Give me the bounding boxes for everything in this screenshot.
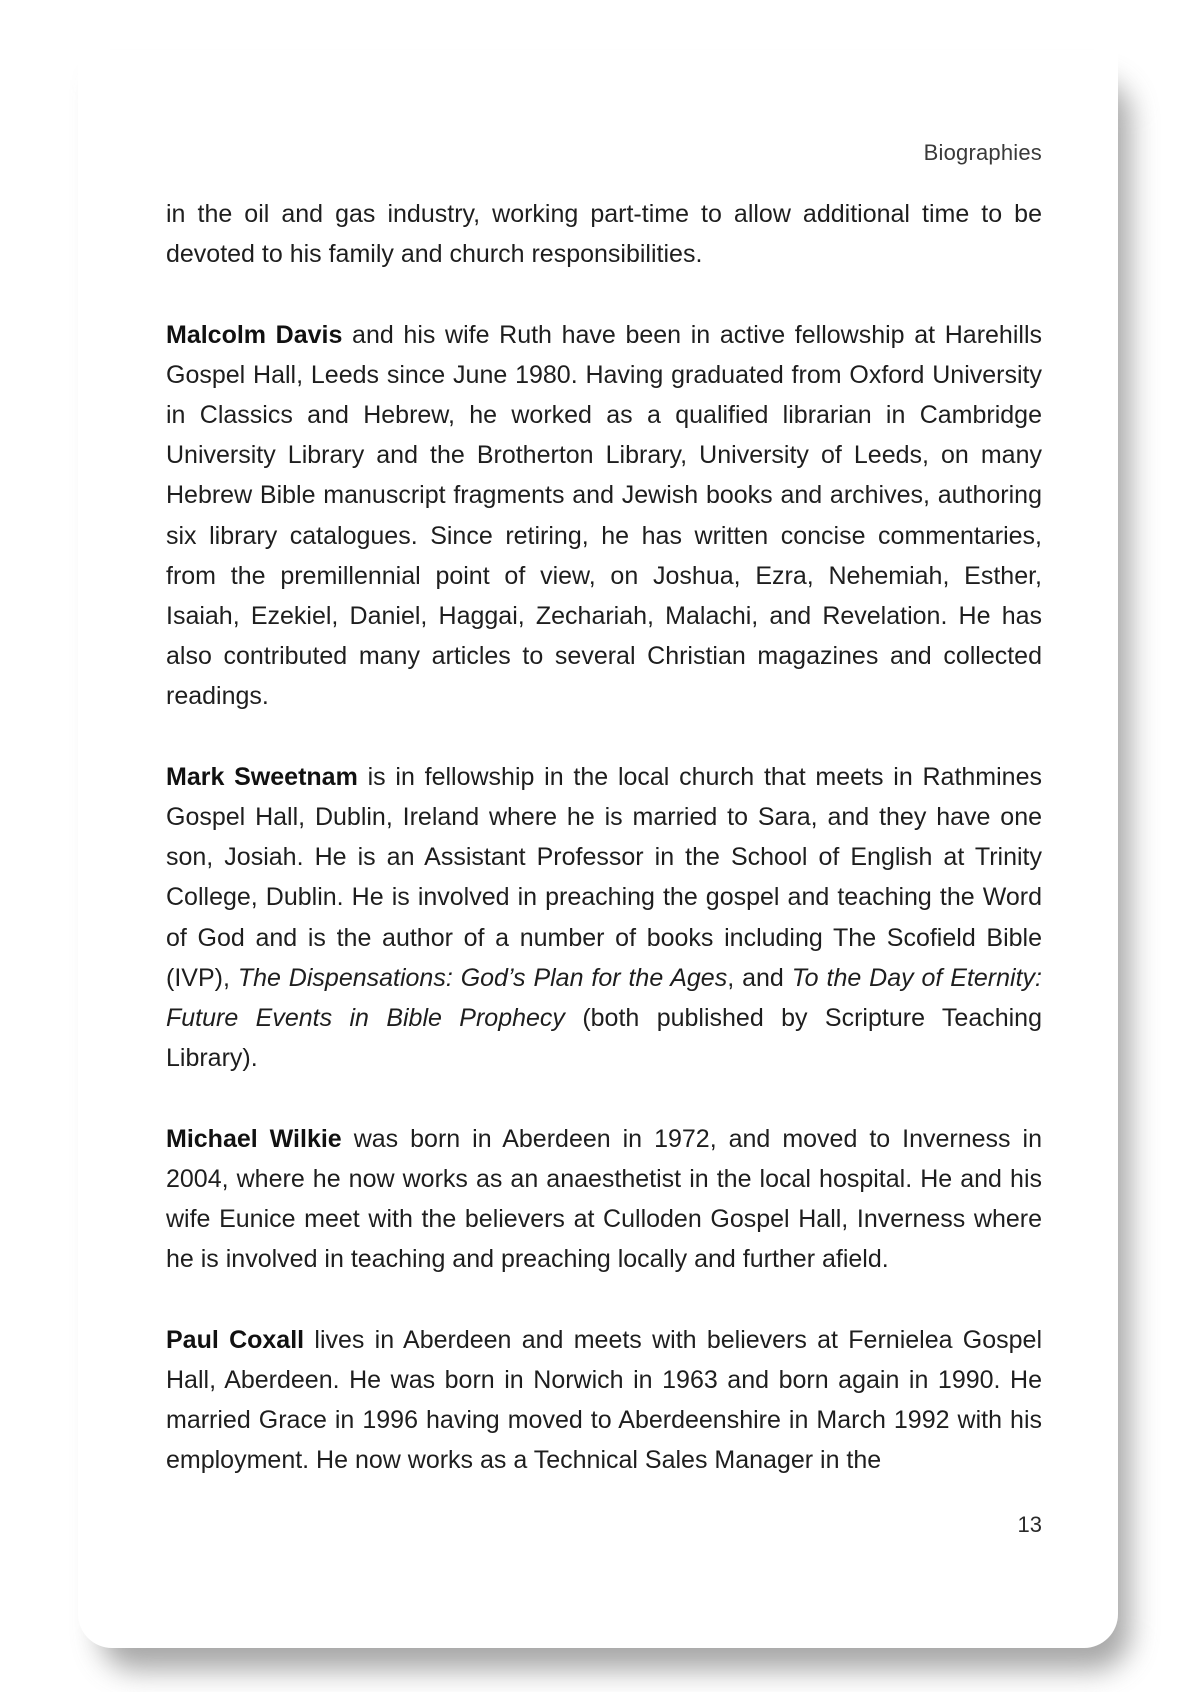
bio-text: , and (727, 963, 792, 992)
bio-paragraph-paul-coxall (166, 1320, 1042, 1481)
bio-text: was born in Aberdeen in 1972, and moved to Inverness in 2004, where he now works as an anaesthetist in the local hospital. He and his wife Eunice meet with the believers at Culloden Gospel Hall, Inverness where he is involved in teaching and preaching locally and further afield. (166, 1124, 1042, 1274)
bio-name: Paul Coxall (166, 1325, 305, 1354)
book-title: The Dispensations: God’s Plan for the Ages (237, 963, 728, 992)
bio-paragraph-mark-sweetnam (166, 757, 1042, 1079)
bio-name: Mark Sweetnam (166, 762, 358, 791)
page-body (166, 194, 1042, 1480)
running-head: Biographies (923, 140, 1042, 165)
page-number: 13 (1017, 1512, 1042, 1537)
bio-text: and his wife Ruth have been in active fellowship at Harehills Gospel Hall, Leeds since June 1980. Having graduated from Oxford University in Classics and Hebrew, he worked as a qualified librarian in Cambridge University Library and the Brotherton Library, University of Leeds, on many Hebrew Bible manuscript fragments and Jewish books and archives, authoring six library catalogues. Since retiring, he has written concise commentaries, from the premillennial point of view, on Joshua, Ezra, Nehemiah, Esther, Isaiah, Ezekiel, Daniel, Haggai, Zechariah, Malachi, and Revelation. He has also contributed many articles to several Christian magazines and collected readings. (166, 320, 1042, 711)
bio-paragraph-michael-wilkie (166, 1119, 1042, 1280)
bio-text: lives in Aberdeen and meets with believers at Fernielea Gospel Hall, Aberdeen. He was born in Norwich in 1963 and born again in 1990. He married Grace in 1996 having moved to Aberdeenshire in March 1992 with his employment. He now works as a Technical Sales Manager in the (166, 1325, 1043, 1475)
bio-text: is in fellowship in the local church that meets in Rathmines Gospel Hall, Dublin, Ireland where he is married to Sara, and they have one son, Josiah. He is an Assistant Professor in the School of English at Trinity College, Dublin. He is involved in preaching the gospel and teaching the Word of God and is the author of a number of books including The Scofield Bible (IVP), (166, 762, 1042, 992)
bio-name: Michael Wilkie (166, 1124, 342, 1153)
bio-text: (both published by Scripture Teaching Library). (166, 1004, 1042, 1073)
continuation-paragraph (166, 194, 1042, 274)
bio-paragraph-malcolm-davis (166, 315, 1042, 717)
continuation-text: in the oil and gas industry, working part-time to allow additional time to be devoted to his family and church responsibilities. (166, 200, 1042, 269)
bio-name: Malcolm Davis (166, 320, 343, 349)
book-title: To the Day of Eternity: Future Events in Bible Prophecy (166, 963, 1042, 1033)
